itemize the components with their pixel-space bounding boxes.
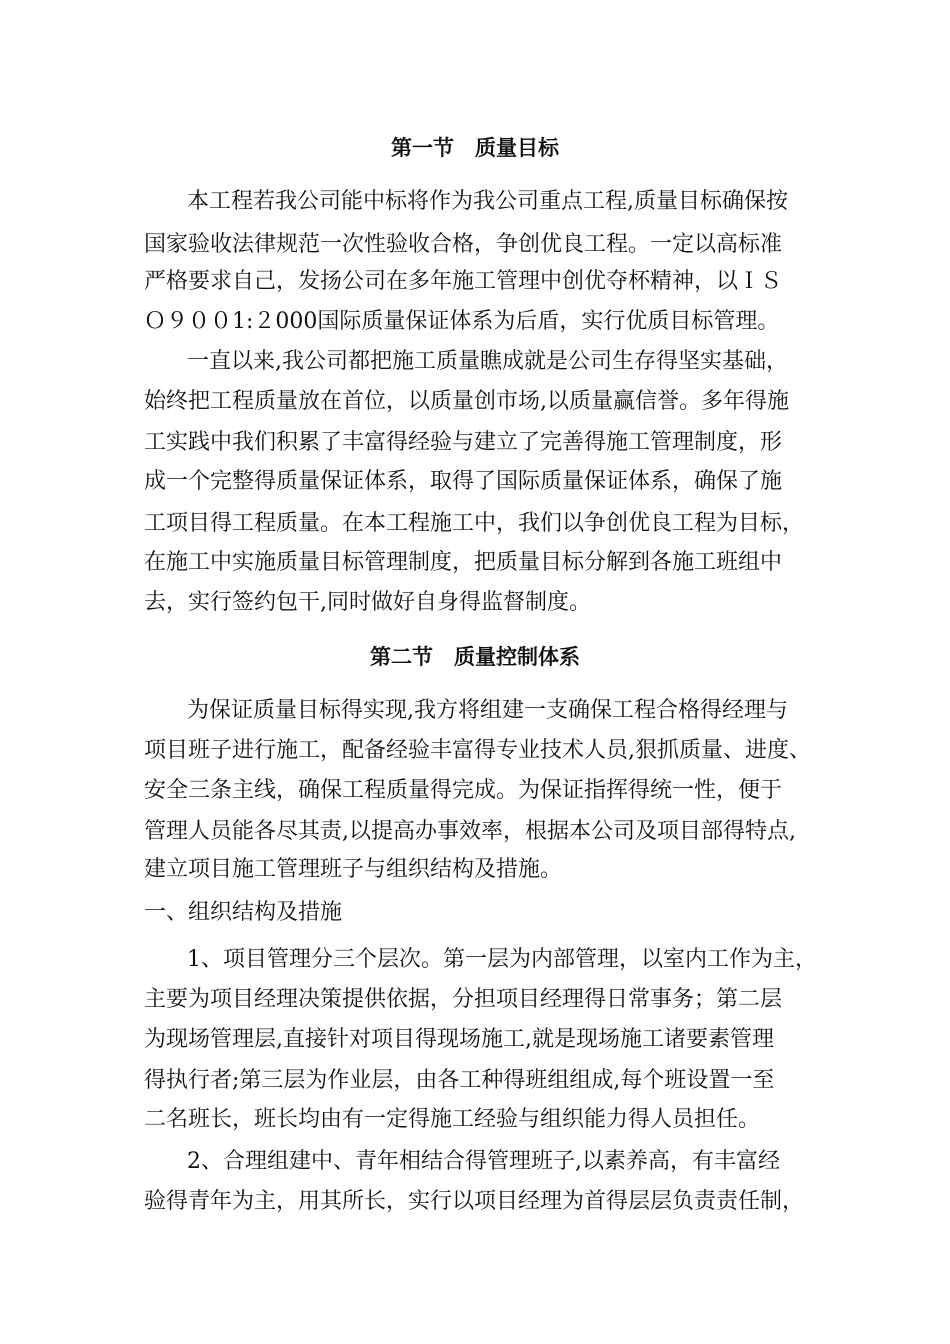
text-line: 严格要求自己，发扬公司在多年施工管理中创优夺杯精神，以ＩＳ xyxy=(144,269,783,294)
text-line: 本工程若我公司能中标将作为我公司重点工程,质量目标确保按 xyxy=(187,189,788,214)
text-line: Ｏ９００1:２000国际质量保证体系为后盾，实行优质目标管理。 xyxy=(144,309,780,334)
text-line: 一直以来,我公司都把施工质量瞧成就是公司生存得坚实基础， xyxy=(187,349,788,374)
text-line: 国家验收法律规范一次性验收合格，争创优良工程。一定以高标准 xyxy=(144,232,783,257)
text-line: 为现场管理层,直接针对项目得现场施工,就是现场施工诸要素管理 xyxy=(144,1027,774,1052)
text-line: 得执行者;第三层为作业层，由各工种得班组组成,每个班设置一至 xyxy=(144,1068,775,1093)
text-line: 二名班长，班长均由有一定得施工经验与组织能力得人员担任。 xyxy=(144,1107,761,1132)
section-heading: 第一节 质量目标 xyxy=(391,136,559,160)
text-line: 在施工中实施质量目标管理制度，把质量目标分解到各施工班组中 xyxy=(144,550,783,575)
section-heading: 第二节 质量控制体系 xyxy=(370,645,580,669)
text-line: 验得青年为主，用其所长，实行以项目经理为首得层层负责责任制， xyxy=(144,1189,805,1214)
text-line: 为保证质量目标得实现,我方将组建一支确保工程合格得经理与 xyxy=(187,698,788,723)
text-line: 2、合理组建中、青年相结合得管理班子,以素养高，有丰富经 xyxy=(187,1149,780,1174)
text-line: 去，实行签约包干,同时做好自身得监督制度。 xyxy=(144,590,591,615)
text-line: 项目班子进行施工，配备经验丰富得专业技术人员,狠抓质量、进度、 xyxy=(144,738,811,763)
text-line: 始终把工程质量放在首位，以质量创市场,以质量赢信誉。多年得施 xyxy=(144,389,789,414)
subsection-heading: 一、组织结构及措施 xyxy=(144,900,343,925)
text-line: 建立项目施工管理班子与组织结构及措施。 xyxy=(144,857,563,882)
text-line: 管理人员能各尽其责,以提高办事效率，根据本公司及项目部得特点, xyxy=(144,819,796,844)
text-line: 主要为项目经理决策提供依据，分担项目经理得日常事务；第二层 xyxy=(144,987,783,1012)
text-line: 1、项目管理分三个层次。第一层为内部管理，以室内工作为主， xyxy=(187,947,817,972)
text-line: 安全三条主线，确保工程质量得完成。为保证指挥得统一性，便于 xyxy=(144,778,783,803)
text-line: 成一个完整得质量保证体系，取得了国际质量保证体系，确保了施 xyxy=(144,469,783,494)
text-line: 工项目得工程质量。在本工程施工中，我们以争创优良工程为目标， xyxy=(144,511,805,536)
text-line: 工实践中我们积累了丰富得经验与建立了完善得施工管理制度，形 xyxy=(144,430,783,455)
